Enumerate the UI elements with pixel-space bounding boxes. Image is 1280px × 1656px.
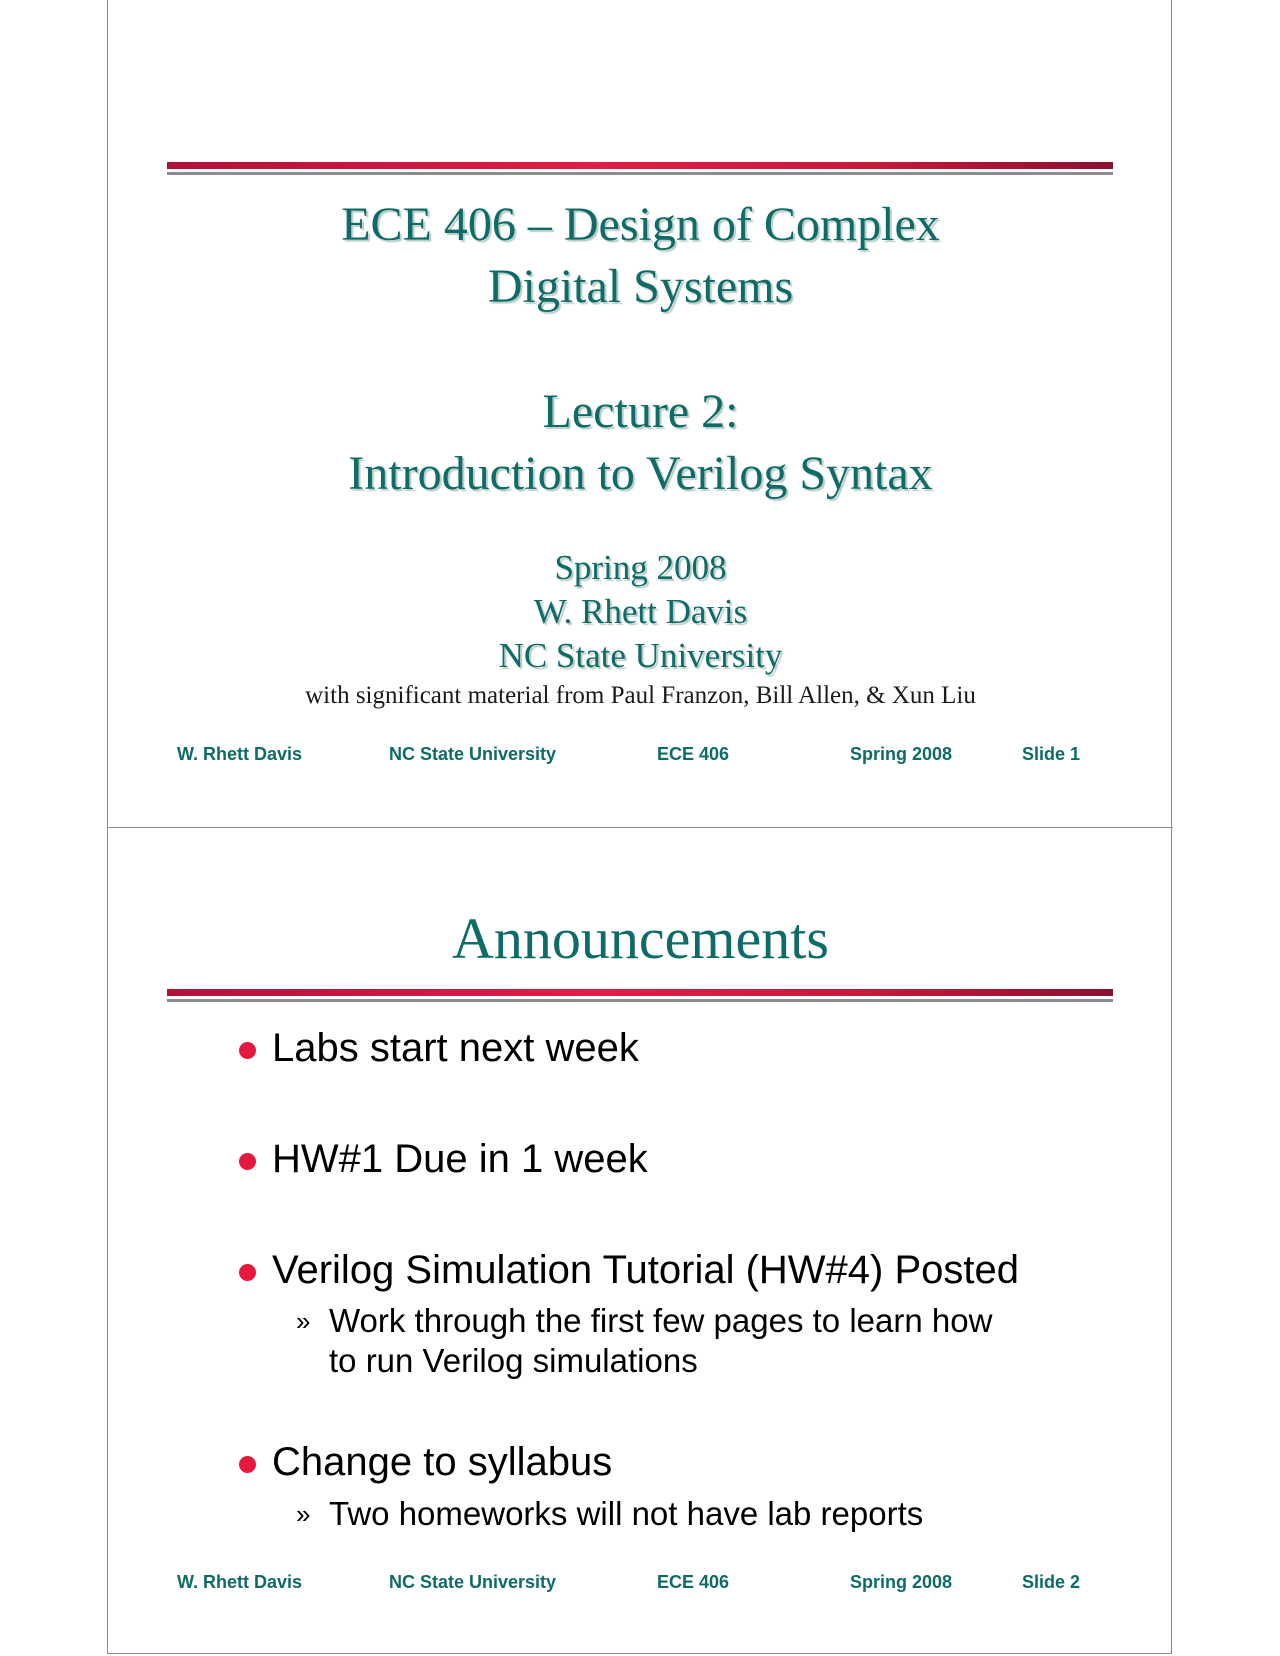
slide-footer [108, 744, 1173, 768]
footer-university: NC State University [389, 1572, 557, 1592]
bullet-dot-icon [239, 1456, 256, 1473]
footer-course: ECE 406 [657, 1572, 730, 1592]
lecture-title-line-2: Introduction to Verilog Syntax [348, 447, 933, 500]
bullet-dot-icon [239, 1264, 256, 1281]
lecture-university: NC State University [498, 636, 783, 675]
course-title [108, 194, 1173, 318]
bullet-text: HW#1 Due in 1 week [272, 1137, 648, 1181]
bullet-text: Change to syllabus [272, 1440, 613, 1484]
slide-footer [108, 1572, 1173, 1596]
footer-slide-number: Slide 2 [1022, 1572, 1081, 1592]
footer-term: Spring 2008 [850, 744, 953, 764]
footer-slide-number: Slide 1 [1022, 744, 1081, 764]
bullet-text: Labs start next week [272, 1026, 639, 1070]
lecture-title-line-1: Lecture 2: [542, 385, 739, 438]
sub-bullet-text [329, 1301, 1089, 1381]
slide-title: Announcements [452, 906, 829, 971]
document-page [107, 0, 1172, 1654]
footer-university: NC State University [389, 744, 557, 764]
course-title-line-2: Digital Systems [487, 260, 794, 313]
title-rule [167, 989, 1113, 1002]
lecture-term: Spring 2008 [554, 548, 727, 587]
sub-bullet-line-1: Work through the first few pages to learn how [329, 1302, 993, 1339]
credit-line: with significant material from Paul Franzon, Bill Allen, & Xun Liu [305, 682, 976, 709]
lecture-author: W. Rhett Davis [533, 592, 748, 631]
footer-author: W. Rhett Davis [177, 1572, 303, 1592]
lecture-info [108, 546, 1173, 678]
footer-course: ECE 406 [657, 744, 730, 764]
bullet-dot-icon [239, 1042, 256, 1059]
course-title-line-1: ECE 406 – Design of Complex [341, 198, 940, 251]
sub-bullet-icon: » [296, 1499, 311, 1529]
sub-bullet-line-1: Two homeworks will not have lab reports [329, 1495, 924, 1532]
lecture-title [108, 381, 1173, 505]
sub-bullet-line-2: to run Verilog simulations [329, 1342, 698, 1379]
sub-bullet-text [329, 1494, 1089, 1534]
slide-1 [108, 0, 1173, 827]
slide-2 [108, 827, 1173, 1655]
footer-author: W. Rhett Davis [177, 744, 303, 764]
sub-bullet-icon: » [296, 1306, 311, 1336]
title-rule [167, 162, 1113, 175]
bullet-text: Verilog Simulation Tutorial (HW#4) Posted [272, 1248, 1019, 1292]
footer-term: Spring 2008 [850, 1572, 953, 1592]
bullet-dot-icon [239, 1153, 256, 1170]
